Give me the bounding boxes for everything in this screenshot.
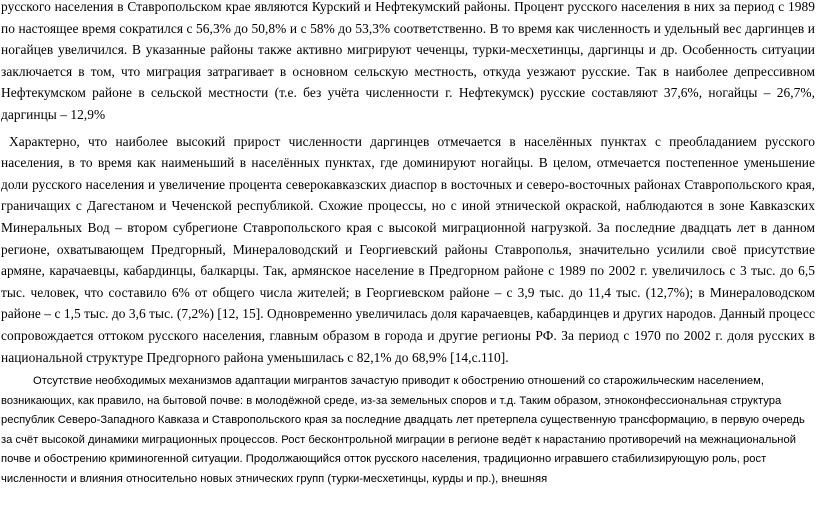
- paragraph-russian-population-kursky-neftekumsky: русского населения в Ставропольском крае являются Курский и Нефтекумский районы. Процент русского населения в них за период с 1989 по настоящее время сократился с 56,3% до 50,8% и с 58% до 53,3% соответственно. В то время как численность и удельный вес даргинцев и ногайцев увеличился. В указанные районы также активно мигрируют чеченцы, турки-месхетинцы, даргинцы и др. Особенность ситуации заключается в том, что миграция затрагивает в основном сельскую местность, откуда уезжают русские. Так в наиболее депрессивном Нефтекумском районе в сельской местности (т.е. без учёта численности г. Нефтекумск) русские составляют 37,6%, ногайцы – 26,7%, даргинцы – 12,9%: [1, 0, 815, 122]
- paragraph-migrant-adaptation: Отсутствие необходимых механизмов адаптации мигрантов зачастую приводит к обострению отношений со старожильческим населением, возникающих, как правило, на бытовой почве: в молодёжной среде, из-за земельных споров и т.д. Таким образом, этноконфессиональная структура республик Северо-Западного Кавказа и Ставропольского края за последние двадцать лет претерпела существенную трансформацию, в первую очередь за счёт высокой динамики миграционных процессов. Рост бесконтрольной миграции в регионе ведёт к нарастанию противоречий на межнациональной почве и обострению криминогенной ситуации. Продолжающийся отток русского населения, традиционно игравшего стабилизирующую роль, рост численности и влияния относительно новых этнических групп (турки-месхетинцы, курды и пр.), внешняя: [1, 375, 805, 486]
- paragraph-dargin-growth-kmv-region: Характерно, что наиболее высокий прирост численности даргинцев отмечается в населённых пунктах с преобладанием русского населения, в то время как наименьший в населённых пунктах, где доминируют ногайцы. В целом, отмечается постепенное уменьшение доли русского населения и увеличение процента северокавказских диаспор в восточных и северо-восточных районах Ставропольского края, граничащих с Дагестаном и Чеченской республикой. Схожие процессы, но с иной этнической окраской, наблюдаются в зоне Кавказских Минеральных Вод – втором субрегионе Ставропольского края с высокой миграционной нагрузкой. За последние двадцать лет в данном регионе, охватывающем Предгорный, Минераловодский и Георгиевский районы Ставрополья, значительно усилили своё присутствие армяне, карачаевцы, кабардинцы, балкарцы. Так, армянское население в Предгорном районе с 1989 по 2002 г. увеличилось с 3 тыс. до 6,5 тыс. человек, что составило 6% от общего числа жителей; в Георгиевском районе – с 3,9 тыс. до 11,4 тыс. (12,7%); в Минераловодском районе – с 1,5 тыс. до 3,6 тыс. (7,2%) [12, 15]. Одновременно увеличилась доля карачаевцев, кабардинцев и других народов. Данный процесс сопровождается оттоком русского населения, главным образом в города и другие регионы РФ. За период с 1970 по 2002 г. доля русских в национальной структуре Предгорного района уменьшилась с 82,1% до 68,9% [14,с.110].: [1, 133, 815, 365]
